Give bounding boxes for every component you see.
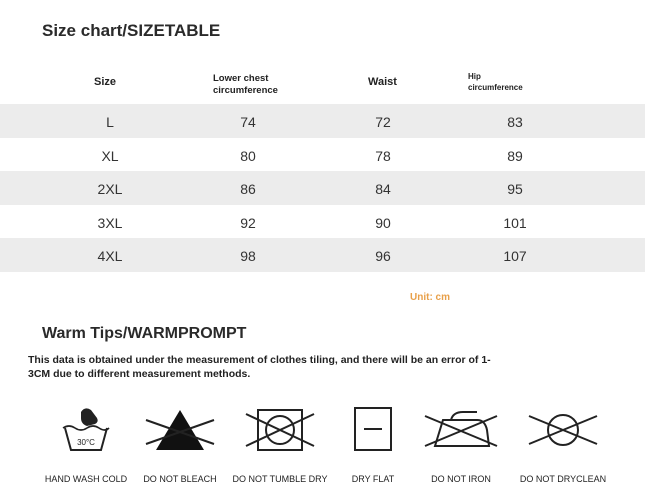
cell-size: 3XL xyxy=(97,214,123,231)
cell-hip: 89 xyxy=(507,147,523,164)
table-row xyxy=(0,104,645,138)
cell-size: 2XL xyxy=(97,181,123,198)
cell-hip: 101 xyxy=(503,214,527,231)
tips-text-line1: This data is obtained under the measurement of clothes tiling, and there will be an error of 1- xyxy=(28,354,491,366)
cell-waist: 90 xyxy=(375,214,391,231)
table-row xyxy=(0,171,645,205)
cell-chest: 86 xyxy=(240,181,256,198)
cell-hip: 107 xyxy=(503,248,527,265)
cell-hip: 95 xyxy=(507,181,523,198)
care-item-dryclean xyxy=(508,400,618,484)
cell-chest: 92 xyxy=(240,214,256,231)
cell-size: XL xyxy=(101,147,119,164)
hand-wash-cold-icon xyxy=(51,400,121,460)
header-hip-line2: circumference xyxy=(468,83,523,92)
cell-waist: 72 xyxy=(375,114,391,130)
header-lower-chest xyxy=(213,73,278,97)
cell-chest: 98 xyxy=(240,248,256,265)
wash-temp-text: 30°C xyxy=(77,438,95,447)
header-waist: Waist xyxy=(368,76,397,88)
cell-waist: 78 xyxy=(375,147,391,164)
table-row xyxy=(0,205,645,239)
care-label: DO NOT BLEACH xyxy=(143,474,217,484)
care-label: DO NOT IRON xyxy=(431,474,491,484)
care-instructions xyxy=(0,400,645,500)
do-not-bleach-icon xyxy=(142,400,218,460)
table-header xyxy=(0,68,645,102)
care-label: DRY FLAT xyxy=(351,474,395,484)
care-label: HAND WASH COLD xyxy=(44,474,128,484)
care-label: DO NOT TUMBLE DRY xyxy=(232,474,328,484)
care-label: DO NOT DRYCLEAN xyxy=(519,474,607,484)
header-chest-line2: circumference xyxy=(213,85,278,96)
table-row xyxy=(0,238,645,272)
cell-waist: 84 xyxy=(375,181,391,198)
tips-text-line2: 3CM due to different measurement methods. xyxy=(28,368,251,380)
cell-chest: 74 xyxy=(240,114,256,130)
do-not-iron-icon xyxy=(421,400,501,460)
header-chest-line1: Lower chest xyxy=(213,73,269,84)
size-chart-title: Size chart/SIZETABLE xyxy=(42,21,221,40)
cell-waist: 96 xyxy=(375,248,391,265)
cell-chest: 80 xyxy=(240,147,256,164)
cell-size: 4XL xyxy=(97,248,123,265)
do-not-tumble-dry-icon xyxy=(242,400,318,460)
header-size: Size xyxy=(94,76,117,88)
do-not-dryclean-icon xyxy=(523,400,603,460)
size-table-body xyxy=(0,104,645,272)
header-hip xyxy=(468,71,523,93)
cell-size: L xyxy=(106,114,114,130)
dry-flat-icon xyxy=(343,400,403,460)
unit-label: Unit: cm xyxy=(410,292,450,303)
header-hip-line1: Hip xyxy=(468,72,481,81)
care-item-bleach xyxy=(125,400,235,484)
care-item-iron xyxy=(406,400,516,484)
warm-tips-text xyxy=(28,353,528,381)
table-row xyxy=(0,138,645,172)
cell-hip: 83 xyxy=(507,114,523,130)
warm-tips-title: Warm Tips/WARMPROMPT xyxy=(42,325,247,342)
